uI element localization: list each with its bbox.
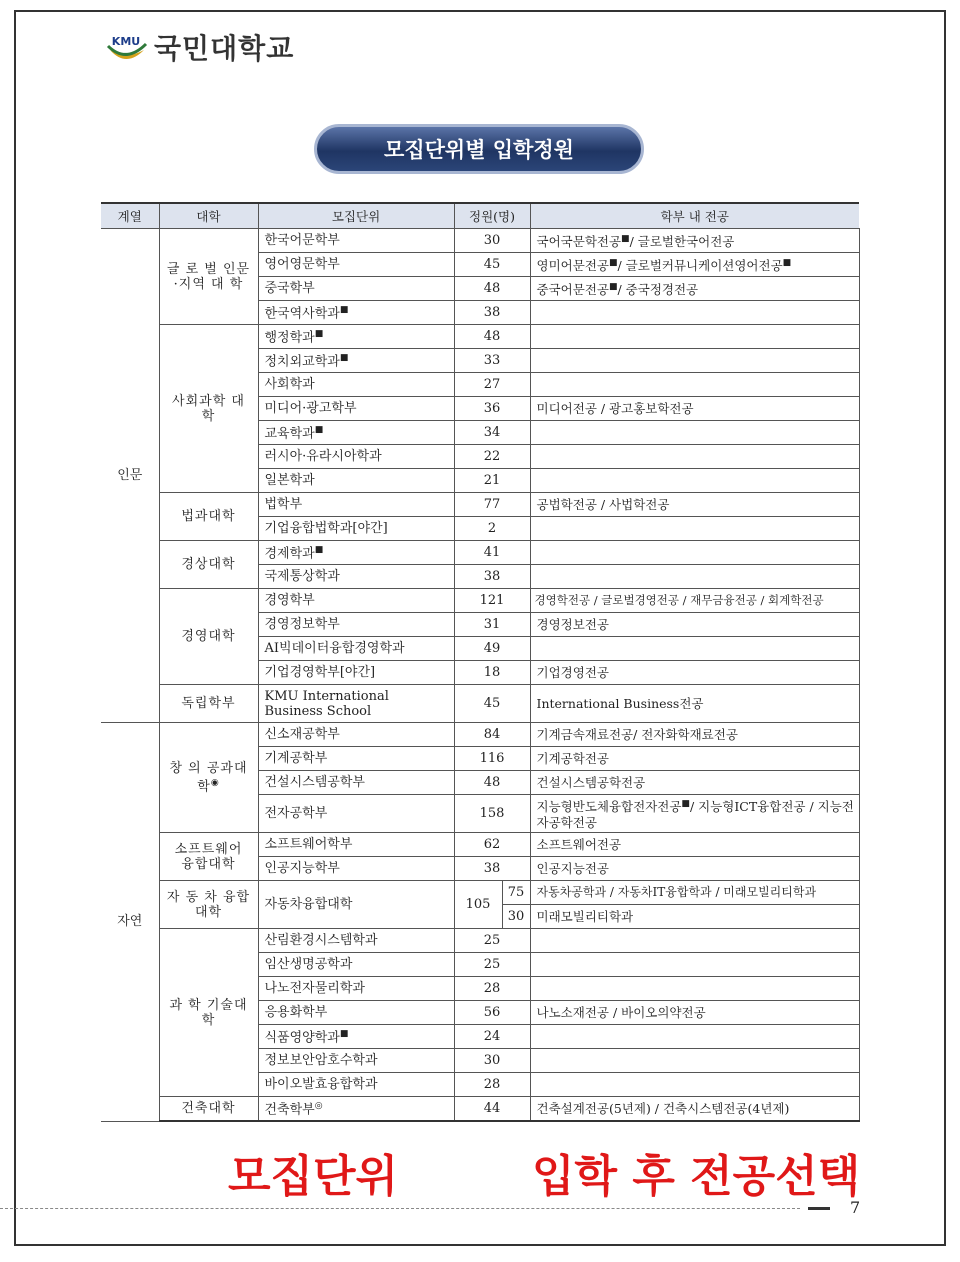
unit-cell: 기계공학부 xyxy=(258,747,454,771)
unit-cell: 인공지능학부 xyxy=(258,857,454,881)
quota-cell: 28 xyxy=(454,1073,530,1097)
unit-cell: 행정학과■ xyxy=(258,325,454,349)
majors-cell xyxy=(530,373,859,397)
header-category: 계열 xyxy=(101,203,159,229)
majors-cell xyxy=(530,929,859,953)
page-number: 7 xyxy=(850,1198,861,1217)
table-row xyxy=(101,541,859,565)
quota-cell: 48 xyxy=(454,277,530,301)
majors-cell xyxy=(530,565,859,589)
footer-divider xyxy=(0,1208,800,1209)
majors-cell: 중국어문전공■/ 중국정경전공 xyxy=(530,277,859,301)
category-cell: 인문 xyxy=(101,229,159,723)
quota-cell: 158 xyxy=(454,795,530,833)
majors-cell: 자동차공학과 / 자동차IT융합학과 / 미래모빌리티학과 xyxy=(530,881,859,905)
table-row xyxy=(101,229,859,253)
unit-cell: 교육학과■ xyxy=(258,421,454,445)
svg-text:KMU: KMU xyxy=(111,35,141,48)
table-row xyxy=(101,1097,859,1122)
quota-cell: 62 xyxy=(454,833,530,857)
quota-cell: 45 xyxy=(454,685,530,723)
kmu-emblem-icon xyxy=(104,28,148,66)
unit-cell: 식품영양학과■ xyxy=(258,1025,454,1049)
unit-cell: 사회학과 xyxy=(258,373,454,397)
majors-cell: 공법학전공 / 사법학전공 xyxy=(530,493,859,517)
majors-cell: 지능형반도체융합전자전공■/ 지능형ICT융합전공 / 지능전자공학전공 xyxy=(530,795,859,833)
unit-cell: 영어영문학부 xyxy=(258,253,454,277)
majors-cell xyxy=(530,301,859,325)
page-title: 모집단위별 입학정원 xyxy=(314,124,644,174)
quota-cell: 25 xyxy=(454,953,530,977)
quota-cell: 105 xyxy=(454,881,502,929)
majors-cell: 건설시스템공학전공 xyxy=(530,771,859,795)
majors-cell xyxy=(530,469,859,493)
unit-cell: 건설시스템공학부 xyxy=(258,771,454,795)
unit-cell: 나노전자물리학과 xyxy=(258,977,454,1001)
unit-cell: 신소재공학부 xyxy=(258,723,454,747)
unit-cell: 정치외교학과■ xyxy=(258,349,454,373)
quota-cell: 38 xyxy=(454,857,530,881)
majors-cell: 미래모빌리티학과 xyxy=(530,905,859,929)
college-cell: 자 동 차 융합대학 xyxy=(159,881,258,929)
majors-cell xyxy=(530,421,859,445)
college-cell: 경영대학 xyxy=(159,589,258,685)
unit-cell: 전자공학부 xyxy=(258,795,454,833)
quota-cell: 48 xyxy=(454,771,530,795)
quota-sub-cell: 75 xyxy=(502,881,530,905)
university-name: 국민대학교 xyxy=(154,32,295,65)
quota-cell: 33 xyxy=(454,349,530,373)
quota-cell: 41 xyxy=(454,541,530,565)
majors-cell xyxy=(530,977,859,1001)
unit-cell: 경영학부 xyxy=(258,589,454,613)
table-row xyxy=(101,685,859,723)
majors-cell xyxy=(530,1049,859,1073)
unit-cell: AI빅데이터융합경영학과 xyxy=(258,637,454,661)
majors-cell: 미디어전공 / 광고홍보학전공 xyxy=(530,397,859,421)
quota-cell: 49 xyxy=(454,637,530,661)
college-cell: 사회과학 대 학 xyxy=(159,325,258,493)
footer-dash xyxy=(808,1207,830,1210)
header-quota: 정원(명) xyxy=(454,203,530,229)
unit-cell: 국제통상학과 xyxy=(258,565,454,589)
majors-cell xyxy=(530,445,859,469)
category-cell: 자연 xyxy=(101,723,159,1122)
table-row xyxy=(101,723,859,747)
quota-cell: 30 xyxy=(454,229,530,253)
majors-cell xyxy=(530,349,859,373)
college-cell: 법과대학 xyxy=(159,493,258,541)
majors-cell xyxy=(530,953,859,977)
header-unit: 모집단위 xyxy=(258,203,454,229)
unit-cell: 중국학부 xyxy=(258,277,454,301)
college-cell: 글 로 벌 인문·지역 대 학 xyxy=(159,229,258,325)
table-row xyxy=(101,325,859,349)
label-recruitment-unit: 모집단위 xyxy=(228,1151,399,1202)
unit-cell: KMU International Business School xyxy=(258,685,454,723)
unit-cell: 기업경영학부[야간] xyxy=(258,661,454,685)
university-logo xyxy=(104,24,294,70)
quota-cell: 84 xyxy=(454,723,530,747)
majors-cell: 소프트웨어전공 xyxy=(530,833,859,857)
unit-cell: 경영정보학부 xyxy=(258,613,454,637)
quota-cell: 18 xyxy=(454,661,530,685)
unit-cell: 한국어문학부 xyxy=(258,229,454,253)
unit-cell: 러시아·유라시아학과 xyxy=(258,445,454,469)
quota-cell: 56 xyxy=(454,1001,530,1025)
unit-cell: 미디어·광고학부 xyxy=(258,397,454,421)
majors-cell xyxy=(530,541,859,565)
unit-cell: 정보보안암호수학과 xyxy=(258,1049,454,1073)
quota-cell: 30 xyxy=(454,1049,530,1073)
college-cell: 과 학 기술대학 xyxy=(159,929,258,1097)
header-majors: 학부 내 전공 xyxy=(530,203,859,229)
unit-cell: 자동차융합대학 xyxy=(258,881,454,929)
unit-cell: 건축학부◎ xyxy=(258,1097,454,1122)
unit-cell: 경제학과■ xyxy=(258,541,454,565)
quota-sub-cell: 30 xyxy=(502,905,530,929)
quota-cell: 31 xyxy=(454,613,530,637)
table-row xyxy=(101,881,859,905)
unit-cell: 응용화학부 xyxy=(258,1001,454,1025)
table-row xyxy=(101,493,859,517)
unit-cell: 산림환경시스템학과 xyxy=(258,929,454,953)
quota-cell: 38 xyxy=(454,301,530,325)
quota-cell: 44 xyxy=(454,1097,530,1122)
majors-cell: 영미어문전공■/ 글로벌커뮤니케이션영어전공■ xyxy=(530,253,859,277)
majors-cell: 기업경영전공 xyxy=(530,661,859,685)
quota-cell: 38 xyxy=(454,565,530,589)
quota-cell: 24 xyxy=(454,1025,530,1049)
quota-cell: 28 xyxy=(454,977,530,1001)
majors-cell: 인공지능전공 xyxy=(530,857,859,881)
unit-cell: 임산생명공학과 xyxy=(258,953,454,977)
unit-cell: 기업융합법학과[야간] xyxy=(258,517,454,541)
quota-cell: 116 xyxy=(454,747,530,771)
unit-cell: 바이오발효융합학과 xyxy=(258,1073,454,1097)
quota-cell: 36 xyxy=(454,397,530,421)
unit-cell: 소프트웨어학부 xyxy=(258,833,454,857)
majors-cell: International Business전공 xyxy=(530,685,859,723)
college-cell: 경상대학 xyxy=(159,541,258,589)
admission-quota-table xyxy=(101,202,860,1122)
majors-cell: 나노소재전공 / 바이오의약전공 xyxy=(530,1001,859,1025)
quota-cell: 45 xyxy=(454,253,530,277)
college-cell: 창 의 공과대학◉ xyxy=(159,723,258,833)
table-row xyxy=(101,833,859,857)
header-college: 대학 xyxy=(159,203,258,229)
majors-cell xyxy=(530,637,859,661)
majors-cell xyxy=(530,1025,859,1049)
majors-cell: 경영정보전공 xyxy=(530,613,859,637)
majors-cell xyxy=(530,517,859,541)
quota-cell: 34 xyxy=(454,421,530,445)
majors-cell xyxy=(530,325,859,349)
table-row xyxy=(101,929,859,953)
quota-cell: 48 xyxy=(454,325,530,349)
college-cell: 소프트웨어 융합대학 xyxy=(159,833,258,881)
unit-cell: 법학부 xyxy=(258,493,454,517)
quota-cell: 27 xyxy=(454,373,530,397)
quota-cell: 121 xyxy=(454,589,530,613)
majors-cell: 기계금속재료전공/ 전자화학재료전공 xyxy=(530,723,859,747)
college-cell: 독립학부 xyxy=(159,685,258,723)
unit-cell: 일본학과 xyxy=(258,469,454,493)
majors-cell: 기계공학전공 xyxy=(530,747,859,771)
label-major-selection: 입학 후 전공선택 xyxy=(532,1151,861,1202)
quota-cell: 22 xyxy=(454,445,530,469)
majors-cell: 경영학전공 / 글로벌경영전공 / 재무금융전공 / 회계학전공 xyxy=(530,589,859,613)
majors-cell: 건축설계전공(5년제) / 건축시스템전공(4년제) xyxy=(530,1097,859,1122)
table-header-row xyxy=(101,203,859,229)
quota-cell: 25 xyxy=(454,929,530,953)
unit-cell: 한국역사학과■ xyxy=(258,301,454,325)
college-cell: 건축대학 xyxy=(159,1097,258,1122)
quota-cell: 77 xyxy=(454,493,530,517)
table-row xyxy=(101,589,859,613)
majors-cell: 국어국문학전공■/ 글로벌한국어전공 xyxy=(530,229,859,253)
quota-cell: 21 xyxy=(454,469,530,493)
majors-cell xyxy=(530,1073,859,1097)
quota-cell: 2 xyxy=(454,517,530,541)
